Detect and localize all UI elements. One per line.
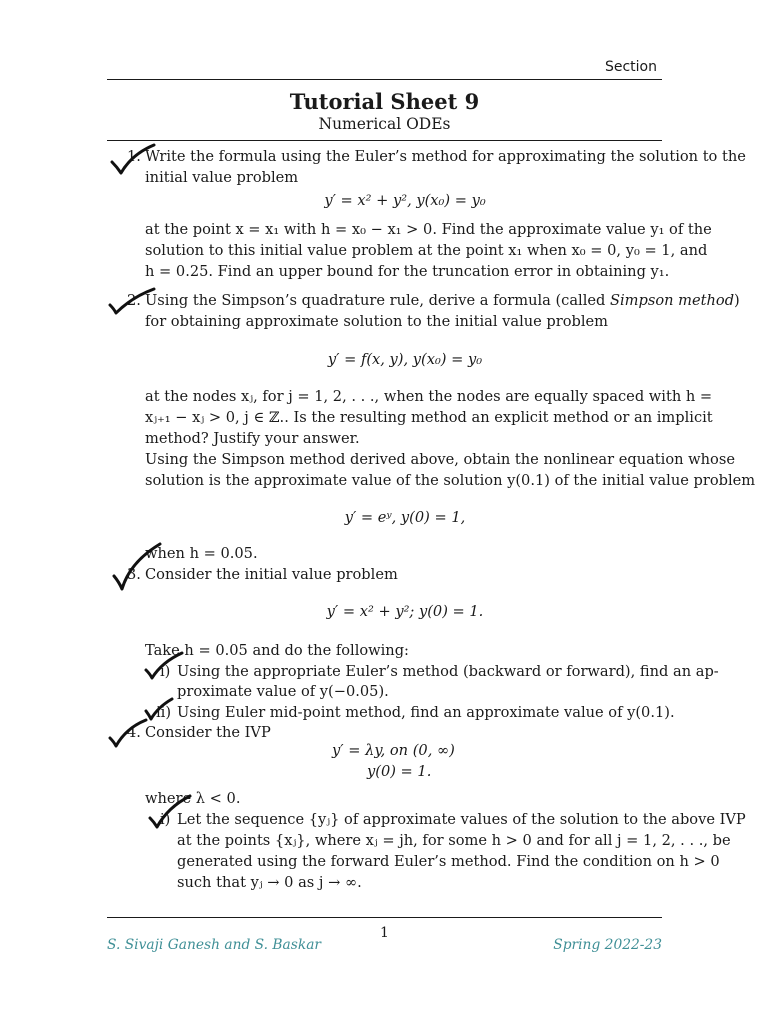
q2-equation: y′ = eʸ, y(0) = 1, [344,509,466,526]
q2-text-line: for obtaining approximate solution to the initial value problem [145,313,609,330]
q3-text-line: Consider the initial value problem [145,566,398,583]
q3-text-line: Take h = 0.05 and do the following: [145,642,409,659]
q2-number: 2. [127,292,141,309]
footer-authors: S. Sivaji Ganesh and S. Baskar [107,937,322,953]
q2-text-line: when h = 0.05. [145,545,258,562]
q3-part-text: proximate value of y(−0.05). [177,683,389,700]
checkmark-icon [106,285,158,317]
q3-number: 3. [127,566,141,583]
q4-text-line: Consider the IVP [145,724,271,741]
q2-line1-end: ) [734,292,740,309]
q1-number: 1. [127,148,141,165]
checkmark-icon [146,792,194,832]
q3-part-label: i) [160,663,171,680]
q2-text-line: method? Justify your answer. [145,430,360,447]
q1-equation: y′ = x² + y², y(x₀) = y₀ [324,192,486,209]
header-section: Section [604,59,657,75]
page-title: Tutorial Sheet 9 [289,89,480,114]
header-rule [107,79,662,80]
q2-text-line: at the nodes xⱼ, for j = 1, 2, . . ., when the nodes are equally spaced with h = [145,388,713,405]
q2-equation: y′ = f(x, y), y(x₀) = y₀ [327,351,483,368]
q4-text-line: where λ < 0. [145,790,241,807]
q4-number: 4. [127,724,141,741]
q1-text-line: h = 0.25. Find an upper bound for the truncation error in obtaining y₁. [145,263,670,280]
q2-text-line: solution is the approximate value of the solution y(0.1) of the initial value problem [145,472,756,489]
q4-part-label: i) [160,811,171,828]
q4-equation: y′ = λy, on (0, ∞) [332,742,455,759]
q2-text-line [145,291,740,312]
q1-text-line: at the point x = x₁ with h = x₀ − x₁ > 0. Find the approximate value y₁ of the [145,221,712,238]
q1-text-line: Write the formula using the Euler’s method for approximating the solution to the [145,148,746,165]
title-rule [107,140,662,141]
q1-text-line: initial value problem [145,169,299,186]
q2-text-line: xⱼ₊₁ − xⱼ > 0, j ∈ ℤ.. Is the resulting method an explicit method or an implicit [145,409,713,426]
q4-part-text: Let the sequence {yⱼ} of approximate values of the solution to the above IVP [177,811,746,828]
q3-part-text: Using the appropriate Euler’s method (backward or forward), find an ap- [177,663,719,680]
q2-line1-text: Using the Simpson’s quadrature rule, derive a formula (called [145,292,611,309]
q3-equation: y′ = x² + y²; y(0) = 1. [326,603,484,620]
checkmark-icon [106,716,150,750]
q2-method-name: Simpson method [610,292,735,309]
footer-rule [107,917,662,918]
q3-part-label: ii) [156,704,172,721]
checkmark-icon [142,650,186,682]
footer-term: Spring 2022-23 [553,937,662,953]
checkmark-icon [110,540,164,594]
q4-part-text: such that yⱼ → 0 as j → ∞. [177,874,362,891]
q4-equation: y(0) = 1. [367,763,432,780]
page-subtitle: Numerical ODEs [318,115,451,133]
checkmark-icon [108,142,158,176]
q1-text-line: solution to this initial value problem at the point x₁ when x₀ = 0, y₀ = 1, and [145,242,708,259]
q4-part-text: at the points {xⱼ}, where xⱼ = jh, for some h > 0 and for all j = 1, 2, . . ., be [177,832,731,849]
q3-part-text: Using Euler mid-point method, find an approximate value of y(0.1). [177,704,675,721]
page-number: 1 [380,925,389,941]
q4-part-text: generated using the forward Euler’s method. Find the condition on h > 0 [177,853,720,870]
q2-text-line: Using the Simpson method derived above, obtain the nonlinear equation whose [145,451,735,468]
